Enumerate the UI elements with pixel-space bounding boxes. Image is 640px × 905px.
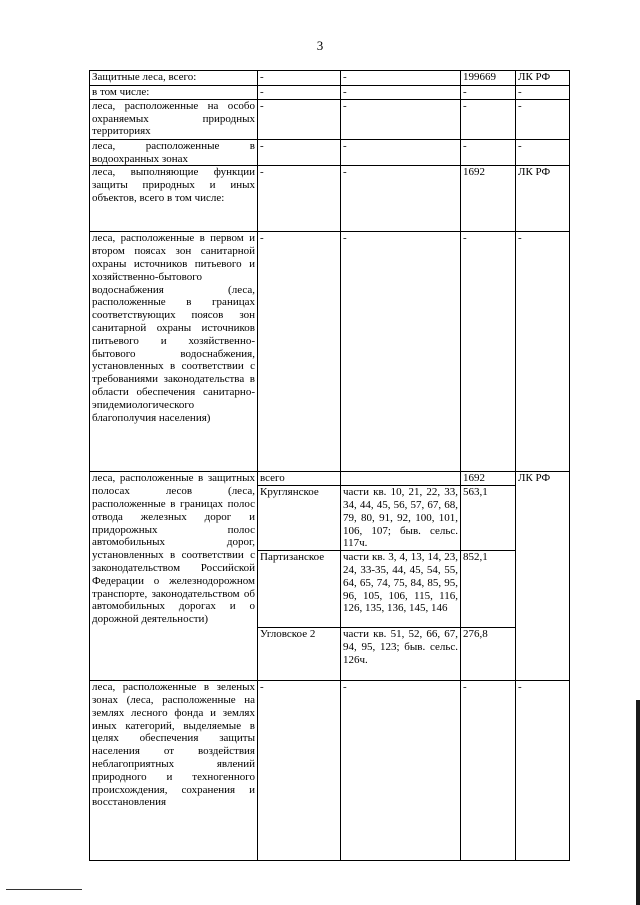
row-label: леса, расположенные в первом и втором поясах зон санитарной охраны источников питьевого и хозяйственно-бытового водоснабжения (леса, расположенные в границах соответствующих поясов зон санитарной охраны источников питьевого и хозяйственно-бытового водоснабжения, установленных в соответствии с требованиями законодательства в области обеспечения санитарно-эпидемиологического благополучия населения) (90, 232, 258, 472)
row-label: леса, расположенные в зеленых зонах (леса, расположенные на землях лесного фонда и землях иных категорий, выделяемые в целях обеспечения защиты населения от воздействия неблагоприятных явлений природного и техногенного происхождения, сохранения и восстановления (90, 681, 258, 861)
cell-dash: - (461, 99, 516, 139)
cell-dash: - (341, 166, 461, 232)
table-row (90, 681, 570, 861)
legal-basis: ЛК РФ (516, 166, 570, 232)
cell-dash: - (258, 99, 341, 139)
cell-dash: - (258, 71, 341, 86)
row-label: леса, расположенные на особо охраняемых природных территориях (90, 99, 258, 139)
footer-rule (6, 889, 82, 890)
page-number: 3 (316, 38, 324, 53)
district-area: 563,1 (461, 486, 516, 551)
cell-dash: - (341, 86, 461, 100)
scan-edge-mark (636, 700, 640, 905)
row-label: Защитные леса, всего: (90, 71, 258, 86)
table-row (90, 139, 570, 166)
area-value: 1692 (461, 166, 516, 232)
district-area: 852,1 (461, 551, 516, 628)
district-parts: части кв. 3, 4, 13, 14, 23, 24, 33-35, 44, 45, 54, 55, 64, 65, 74, 75, 84, 85, 95, 96, 105, 106, 115, 116, 126, 135, 136, 145, 146 (341, 551, 461, 628)
cell-dash: - (461, 681, 516, 861)
cell-dash: - (461, 139, 516, 166)
cell-dash: - (258, 232, 341, 472)
cell-dash: - (341, 681, 461, 861)
cell-dash: - (516, 681, 570, 861)
table-row (90, 232, 570, 472)
row-label: в том числе: (90, 86, 258, 100)
total-label: всего (258, 472, 341, 486)
legal-basis: ЛК РФ (516, 71, 570, 86)
district-name: Партизанское (258, 551, 341, 628)
row-label: леса, расположенные в водоохранных зонах (90, 139, 258, 166)
district-parts: части кв. 51, 52, 66, 67, 94, 95, 123; быв. сельс. 126ч. (341, 628, 461, 681)
cell-dash: - (258, 681, 341, 861)
cell-dash: - (258, 139, 341, 166)
cell-dash: - (516, 99, 570, 139)
district-name: Круглянское (258, 486, 341, 551)
cell-dash: - (461, 86, 516, 100)
cell-dash: - (461, 232, 516, 472)
table-row (90, 166, 570, 232)
cell-dash: - (341, 99, 461, 139)
table-row (90, 71, 570, 86)
row-label: леса, выполняющие функции защиты природных и иных объектов, всего в том числе: (90, 166, 258, 232)
cell-dash: - (516, 232, 570, 472)
cell-dash: - (516, 86, 570, 100)
cell-dash: - (341, 71, 461, 86)
district-area: 276,8 (461, 628, 516, 681)
empty-cell (341, 472, 461, 486)
legal-basis: ЛК РФ (516, 472, 570, 681)
table-row (90, 99, 570, 139)
cell-dash: - (516, 139, 570, 166)
table-row (90, 472, 570, 486)
table-row (90, 86, 570, 100)
district-name: Угловское 2 (258, 628, 341, 681)
district-parts: части кв. 10, 21, 22, 33, 34, 44, 45, 56, 57, 67, 68, 79, 80, 91, 92, 100, 101, 106, 107; быв. сельс. 117ч. (341, 486, 461, 551)
cell-dash: - (341, 232, 461, 472)
row-label: леса, расположенные в защитных полосах лесов (леса, расположенные в границах полос отвода железных дорог и придорожных полос автомобильных дорог, установленных в соответствии с законодательством Российской Федерации о железнодорожном транспорте, законодательством об автомобильных дорогах и о дорожной деятельности) (90, 472, 258, 681)
area-value: 1692 (461, 472, 516, 486)
cell-dash: - (341, 139, 461, 166)
cell-dash: - (258, 166, 341, 232)
forest-table (89, 70, 570, 861)
area-value: 199669 (461, 71, 516, 86)
cell-dash: - (258, 86, 341, 100)
